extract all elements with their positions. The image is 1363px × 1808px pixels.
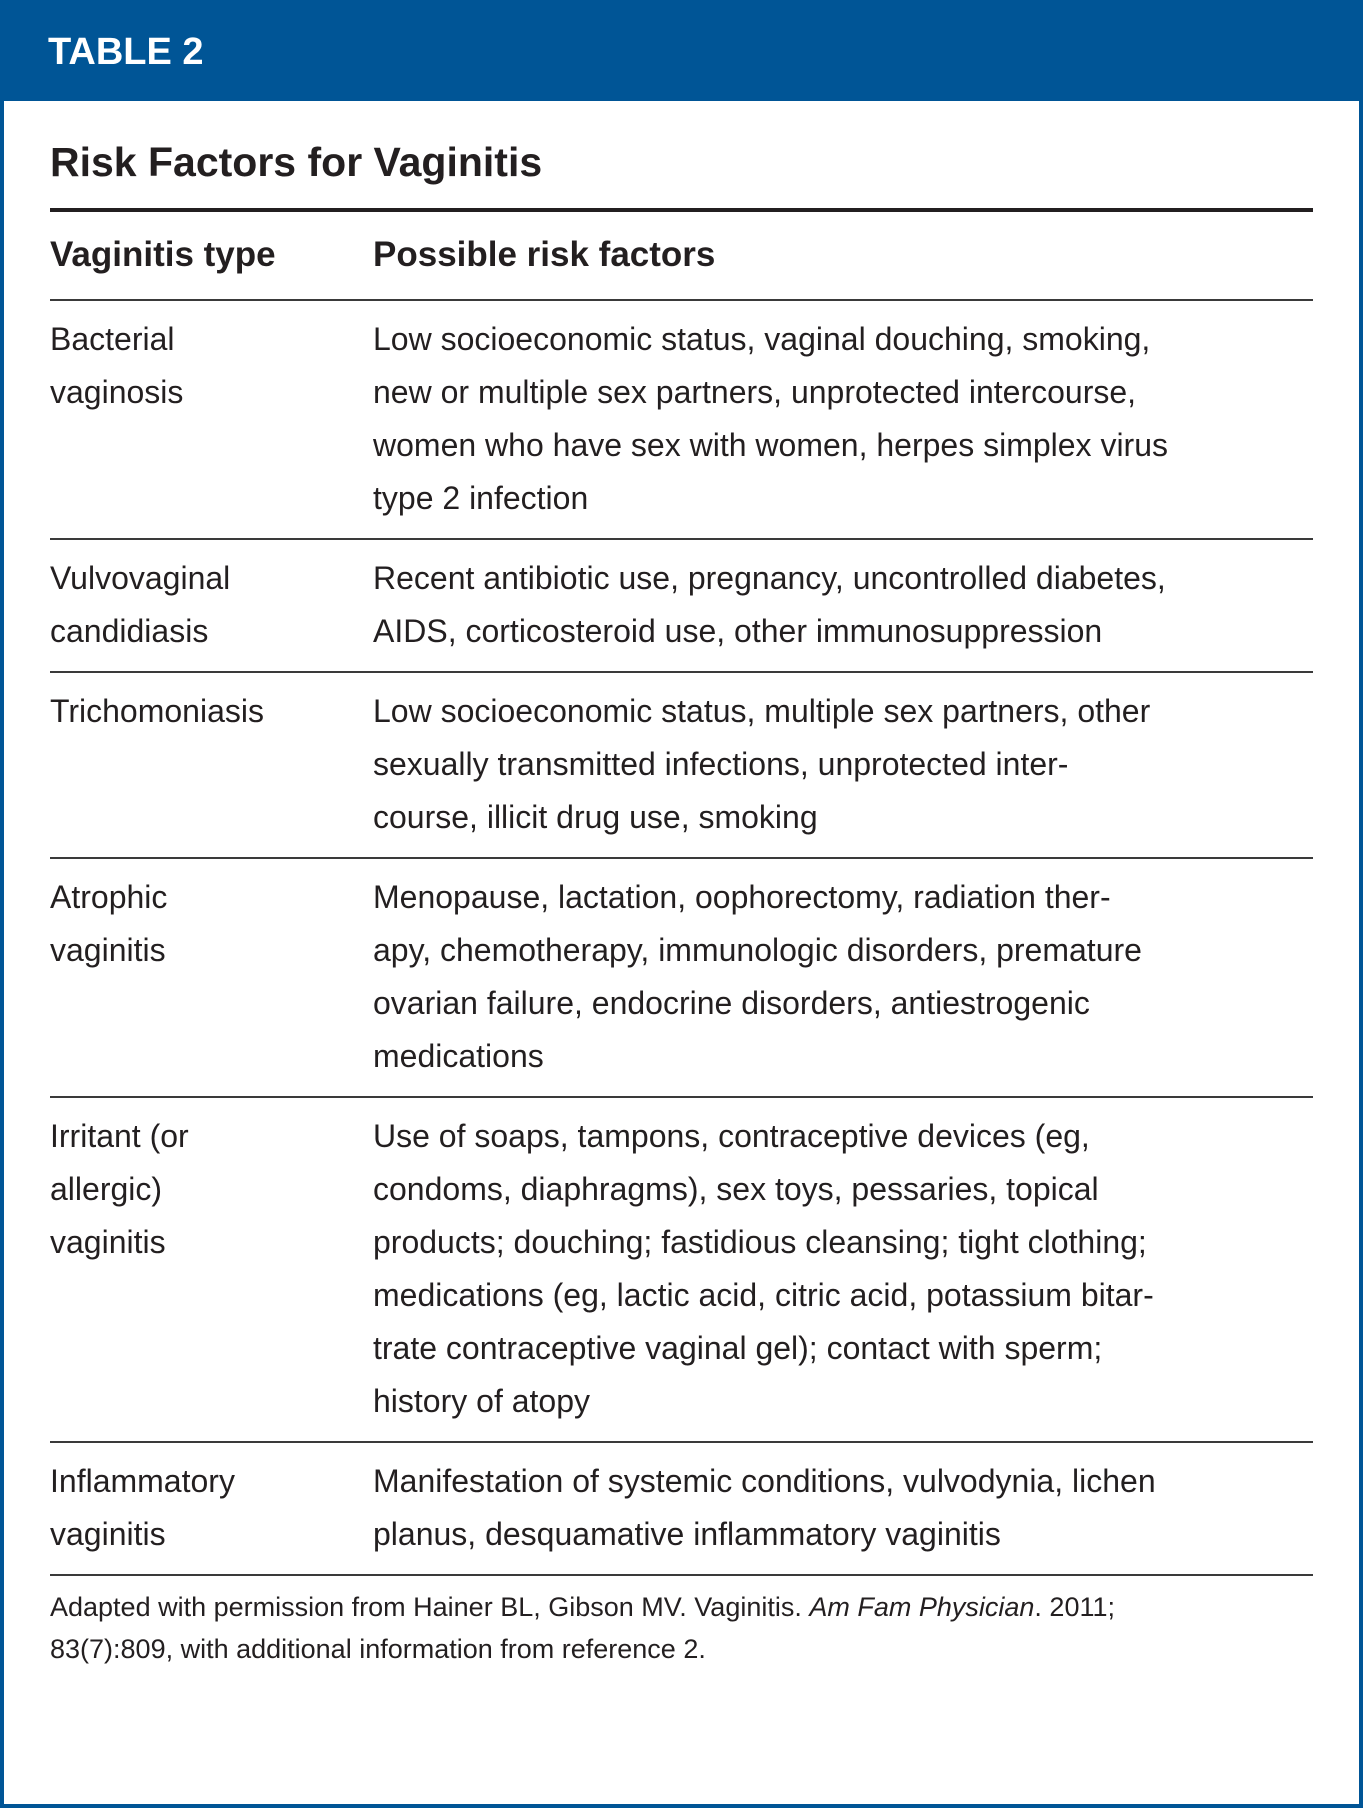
table-row xyxy=(50,858,1313,1097)
footnote-line-2: 83(7):809, with additional information from reference 2. xyxy=(50,1634,706,1664)
vaginitis-type-cell xyxy=(50,672,373,858)
risk-factors-text: ovarian failure, endocrine disorders, antiestrogenic xyxy=(373,985,1090,1021)
risk-factors-text: women who have sex with women, herpes simplex virus xyxy=(373,427,1168,463)
vaginitis-type-cell xyxy=(50,1442,373,1575)
risk-factors-cell xyxy=(373,858,1313,1097)
vaginitis-type-text: candidiasis xyxy=(50,613,209,649)
risk-factors-text: Low socioeconomic status, vaginal douching, smoking, xyxy=(373,321,1151,357)
table-content xyxy=(50,101,1313,1670)
vaginitis-type-text: allergic) xyxy=(50,1171,163,1207)
vaginitis-type-text: Vulvovaginal xyxy=(50,560,231,596)
risk-factors-text: Menopause, lactation, oophorectomy, radiation ther- xyxy=(373,879,1111,915)
table-label-band xyxy=(0,0,1363,101)
footnote-line-1 xyxy=(50,1586,1313,1628)
risk-factors-text: new or multiple sex partners, unprotected intercourse, xyxy=(373,374,1137,410)
risk-factors-text: history of atopy xyxy=(373,1383,590,1419)
table-header-row xyxy=(50,212,1313,300)
column-header-factors: Possible risk factors xyxy=(373,212,1313,300)
risk-factors-text: trate contraceptive vaginal gel); contact with sperm; xyxy=(373,1330,1103,1366)
risk-factors-cell xyxy=(373,539,1313,672)
vaginitis-type-text: Bacterial xyxy=(50,321,175,357)
risk-factors-text: Manifestation of systemic conditions, vulvodynia, lichen xyxy=(373,1463,1156,1499)
risk-factors-text: course, illicit drug use, smoking xyxy=(373,799,818,835)
risk-factors-cell xyxy=(373,1442,1313,1575)
vaginitis-type-cell xyxy=(50,858,373,1097)
risk-factors-text: Use of soaps, tampons, contraceptive devices (eg, xyxy=(373,1118,1090,1154)
footnote-text: Adapted with permission from Hainer BL, Gibson MV. Vaginitis. xyxy=(50,1592,810,1622)
vaginitis-type-cell xyxy=(50,300,373,539)
risk-factors-text: sexually transmitted infections, unprotected inter- xyxy=(373,746,1069,782)
vaginitis-type-text: Inflammatory xyxy=(50,1463,235,1499)
risk-factors-text: condoms, diaphragms), sex toys, pessaries, topical xyxy=(373,1171,1099,1207)
risk-factors-cell xyxy=(373,1097,1313,1442)
table-row xyxy=(50,300,1313,539)
column-header-type: Vaginitis type xyxy=(50,212,373,300)
risk-factors-text: Recent antibiotic use, pregnancy, uncontrolled diabetes, xyxy=(373,560,1166,596)
vaginitis-type-text: Trichomoniasis xyxy=(50,693,264,729)
risk-factors-text: products; douching; fastidious cleansing; tight clothing; xyxy=(373,1224,1147,1260)
risk-factors-text: AIDS, corticosteroid use, other immunosuppression xyxy=(373,613,1103,649)
vaginitis-type-text: vaginosis xyxy=(50,374,184,410)
risk-factors-cell xyxy=(373,672,1313,858)
vaginitis-type-text: vaginitis xyxy=(50,932,166,968)
footnote-text: . 2011; xyxy=(1034,1592,1115,1622)
table-row xyxy=(50,1442,1313,1575)
risk-factors-text: Low socioeconomic status, multiple sex partners, other xyxy=(373,693,1151,729)
vaginitis-type-cell xyxy=(50,1097,373,1442)
table-row xyxy=(50,539,1313,672)
source-footnote xyxy=(50,1586,1313,1670)
risk-factors-text: planus, desquamative inflammatory vaginitis xyxy=(373,1516,1001,1552)
journal-name: Am Fam Physician xyxy=(809,1592,1035,1622)
vaginitis-type-text: vaginitis xyxy=(50,1516,166,1552)
risk-factors-table xyxy=(50,212,1313,1576)
vaginitis-type-text: Atrophic xyxy=(50,879,168,915)
table-title: Risk Factors for Vaginitis xyxy=(50,139,543,185)
risk-factors-text: medications (eg, lactic acid, citric acid, potassium bitar- xyxy=(373,1277,1154,1313)
vaginitis-type-cell xyxy=(50,539,373,672)
risk-factors-text: apy, chemotherapy, immunologic disorders, premature xyxy=(373,932,1142,968)
table-row xyxy=(50,1097,1313,1442)
risk-factors-cell xyxy=(373,300,1313,539)
risk-factors-text: medications xyxy=(373,1038,544,1074)
table-row xyxy=(50,672,1313,858)
table-label: TABLE 2 xyxy=(48,31,204,73)
risk-factors-text: type 2 infection xyxy=(373,480,589,516)
vaginitis-type-text: Irritant (or xyxy=(50,1118,189,1154)
vaginitis-type-text: vaginitis xyxy=(50,1224,166,1260)
